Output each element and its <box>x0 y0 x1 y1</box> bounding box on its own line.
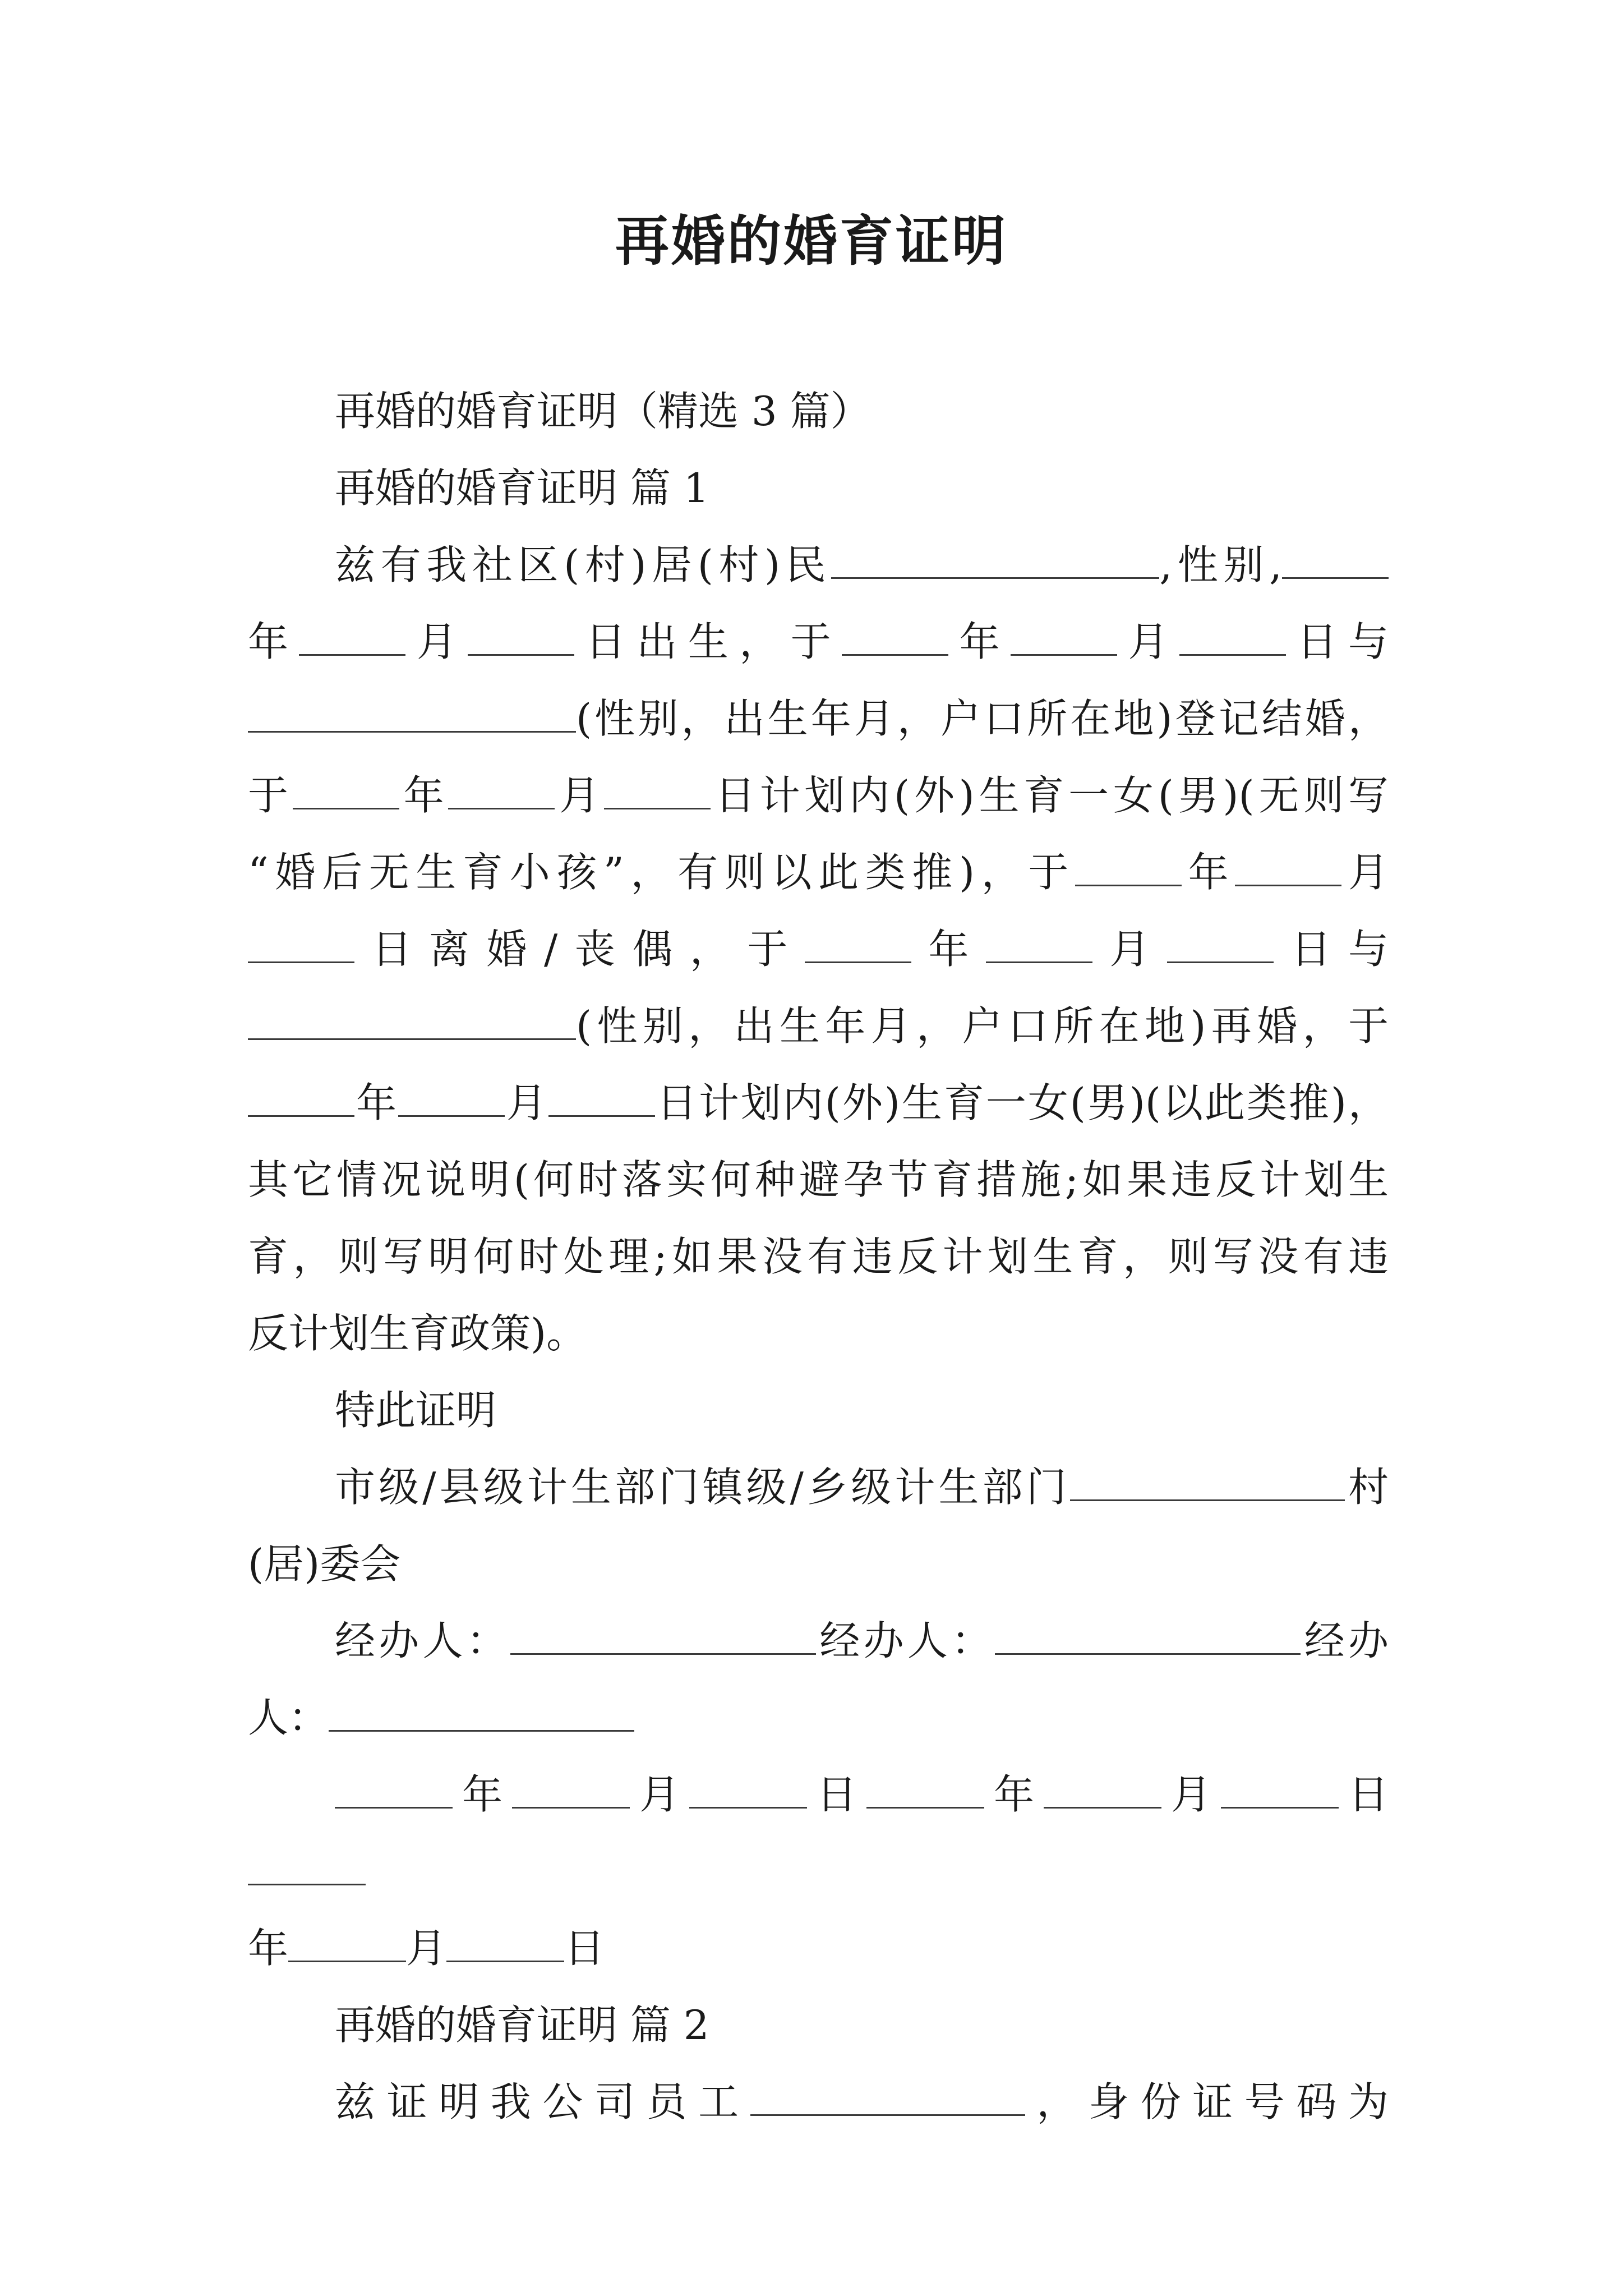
blank-field <box>1235 852 1341 886</box>
blank-field <box>689 1774 807 1809</box>
paragraph-1-line-2: 年 月 日出生，于 年 月 日与 <box>248 618 1389 665</box>
blank-field <box>446 1928 564 1962</box>
section-2-heading: 再婚的婚育证明 篇 2 <box>335 2001 709 2049</box>
paragraph-1-line-8: 年 月 日计划内(外)生育一女(男)(以此类推)， <box>248 1065 1389 1142</box>
document-title: 再婚的婚育证明 <box>615 209 1008 273</box>
paragraph-1-line-7: (性别，出生年月，户口所在地)再婚，于 <box>248 988 1389 1065</box>
certify-text: 特此证明 <box>335 1387 497 1434</box>
paragraph-1-line-6: 日离婚/丧偶，于 年 月 日与 <box>248 911 1389 988</box>
blank-field <box>398 1083 505 1117</box>
blank-field <box>512 1774 630 1809</box>
paragraph-1-line-5: “婚后无生育小孩”，有则以此类推)，于 年 月 <box>248 849 1389 896</box>
blank-field <box>866 1774 984 1809</box>
blank-field <box>248 929 354 963</box>
dates-line: 年 月 日 年 月 日 <box>248 1756 1389 1910</box>
paragraph-1-line-1: 兹有我社区(村)居(村)民 ,性别, <box>248 527 1389 604</box>
blank-field <box>1167 929 1274 963</box>
blank-field <box>248 1851 366 1885</box>
paragraph-1-line-9: 其它情况说明(何时落实何种避孕节育措施;如果违反计划生 <box>248 1156 1389 1203</box>
blank-field <box>448 775 555 809</box>
blank-field <box>750 2082 1025 2116</box>
blank-field <box>1282 545 1389 579</box>
blank-field <box>1044 1774 1161 1809</box>
blank-field <box>468 622 574 656</box>
blank-field <box>1179 622 1286 656</box>
blank-field <box>986 929 1092 963</box>
blank-field <box>293 775 399 809</box>
blank-field <box>329 1697 634 1732</box>
intro-line: 再婚的婚育证明（精选 3 篇） <box>335 388 871 435</box>
document-body <box>248 373 1389 2141</box>
department-line-2: (居)委会 <box>248 1540 401 1588</box>
paragraph-1-line-3: (性别，出生年月，户口所在地)登记结婚， <box>248 680 1389 757</box>
blank-field <box>1075 852 1182 886</box>
handlers-line: 经办人： 经办人： 经办 <box>335 1617 1389 1664</box>
paragraph-1-line-11: 反计划生育政策)。 <box>248 1310 587 1357</box>
blank-field <box>805 929 911 963</box>
paragraph-2-line-1: 兹证明我公司员工 ，身份证号码为 <box>335 2078 1389 2125</box>
blank-field <box>548 1083 655 1117</box>
department-line: 市级/县级计生部门镇级/乡级计生部门 村 <box>335 1464 1389 1511</box>
blank-field <box>299 622 405 656</box>
blank-field <box>335 1774 453 1809</box>
paragraph-1-line-4: 于 年 月 日计划内(外)生育一女(男)(无则写 <box>248 772 1389 819</box>
section-1-heading: 再婚的婚育证明 篇 1 <box>335 464 709 512</box>
blank-field <box>842 622 948 656</box>
dates-line-2: 年 月 日 <box>248 1925 605 1972</box>
blank-field <box>248 1006 576 1040</box>
handlers-line-2: 人： <box>248 1680 1389 1756</box>
blank-field <box>1011 622 1117 656</box>
blank-field <box>510 1621 816 1655</box>
paragraph-1-line-10: 育，则写明何时处理;如果没有违反计划生育，则写没有违 <box>248 1233 1389 1280</box>
blank-field <box>288 1928 406 1962</box>
blank-field <box>1221 1774 1339 1809</box>
blank-field <box>831 545 1159 579</box>
blank-field <box>604 775 711 809</box>
blank-field <box>1070 1467 1345 1501</box>
blank-field <box>248 698 576 733</box>
blank-field <box>995 1621 1301 1655</box>
blank-field <box>248 1083 354 1117</box>
